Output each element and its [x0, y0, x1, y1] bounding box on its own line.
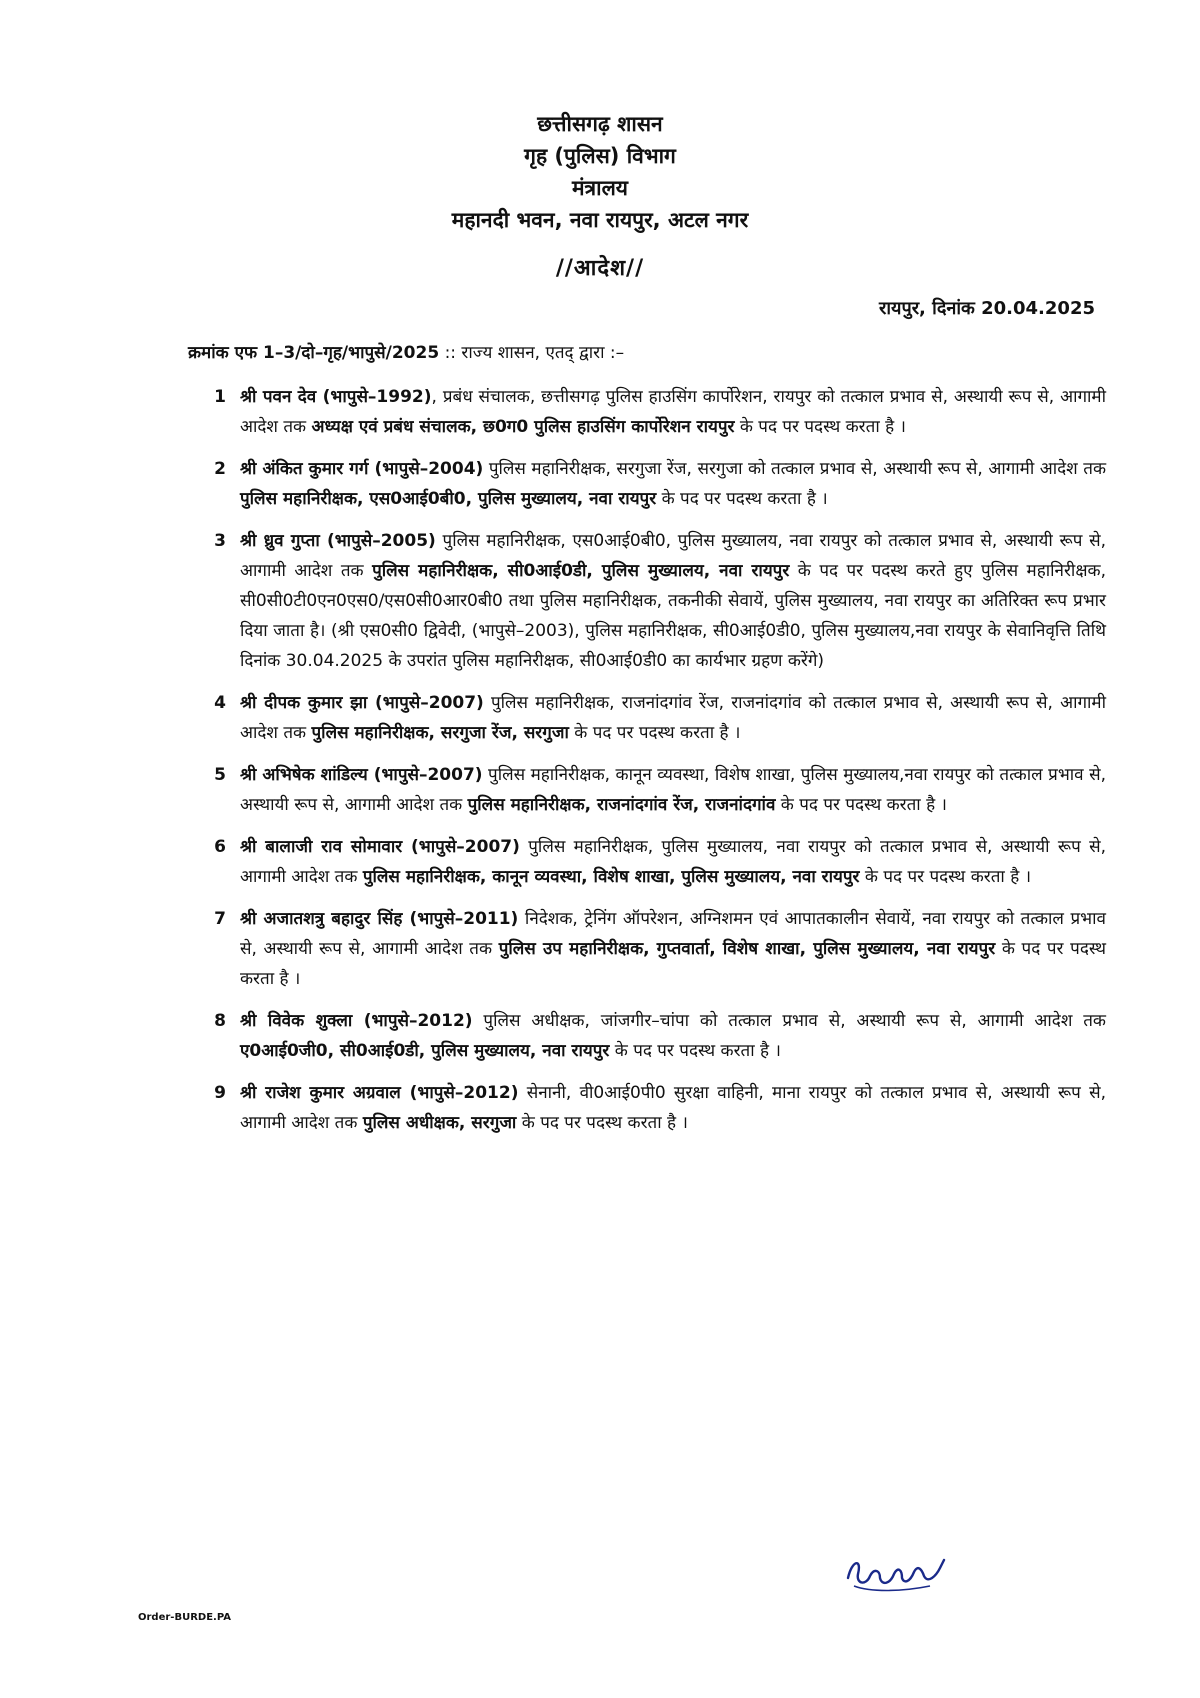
order-item	[186, 1006, 1106, 1066]
new-post: पुलिस महानिरीक्षक, एस0आई0बी0, पुलिस मुख्यालय, नवा रायपुर	[240, 489, 657, 509]
govt-name: छत्तीसगढ़ शासन	[537, 112, 663, 136]
item-number: 8	[214, 1011, 226, 1031]
item-number: 2	[214, 459, 226, 479]
item-number: 5	[214, 765, 226, 785]
officer-name: श्री विवेक शुक्ला (भापुसे–2012)	[240, 1011, 473, 1031]
item-tail: के पद पर पदस्थ करता है ।	[568, 723, 741, 743]
current-post: पुलिस महानिरीक्षक, राजनांदगांव रेंज, राजनांदगांव को तत्काल प्रभाव से, अस्थायी रूप से, आगामी आदेश तक	[240, 693, 1106, 743]
item-tail: के पद पर पदस्थ करता है ।	[516, 1113, 688, 1133]
officer-name: श्री दीपक कुमार झा (भापुसे–2007)	[240, 693, 484, 713]
new-post: पुलिस महानिरीक्षक, राजनांदगांव रेंज, राजनांदगांव	[467, 795, 776, 815]
officer-name: श्री अजातशत्रु बहादुर सिंह (भापुसे–2011)	[240, 909, 519, 929]
item-text	[240, 382, 1106, 442]
item-tail: के पद पर पदस्थ करता है ।	[656, 489, 828, 509]
current-post: पुलिस अधीक्षक, जांजगीर–चांपा को तत्काल प्रभाव से, अस्थायी रूप से, आगामी आदेश तक	[472, 1011, 1106, 1031]
order-item	[186, 688, 1106, 748]
new-post: ए0आई0जी0, सी0आई0डी, पुलिस मुख्यालय, नवा रायपुर	[240, 1041, 610, 1061]
item-number: 4	[214, 693, 226, 713]
item-tail: के पद पर पदस्थ करता है ।	[609, 1041, 781, 1061]
address: महानदी भवन, नवा रायपुर, अटल नगर	[451, 208, 749, 232]
footer-code: Order-BURDE.PA	[138, 1612, 231, 1623]
reference-line	[188, 340, 1108, 363]
current-post: पुलिस महानिरीक्षक, सरगुजा रेंज, सरगुजा को तत्काल प्रभाव से, अस्थायी रूप से, आगामी आदेश तक	[483, 459, 1106, 479]
letterhead	[300, 108, 900, 236]
order-items	[186, 382, 1106, 1150]
order-item	[186, 904, 1106, 994]
item-text	[240, 688, 1106, 748]
department-name: गृह (पुलिस) विभाग	[524, 144, 676, 168]
order-title: //आदेश//	[555, 256, 645, 281]
current-post: पुलिस महानिरीक्षक, एस0आई0बी0, पुलिस मुख्यालय, नवा रायपुर को तत्काल प्रभाव से, अस्थायी रूप से, आगामी आदेश तक	[240, 531, 1107, 581]
current-post: निदेशक, ट्रेनिंग ऑपरेशन, अग्निशमन एवं आपातकालीन सेवायें, नवा रायपुर को तत्काल प्रभाव से, अस्थायी रूप से, आगामी आदेश तक	[240, 909, 1106, 959]
new-post: पुलिस उप महानिरीक्षक, गुप्तवार्ता, विशेष शाखा, पुलिस मुख्यालय, नवा रायपुर	[498, 939, 996, 959]
item-tail: के पद पर पदस्थ करता है ।	[240, 939, 1106, 989]
new-post: पुलिस महानिरीक्षक, कानून व्यवस्था, विशेष शाखा, पुलिस मुख्यालय, नवा रायपुर	[362, 867, 860, 887]
item-text	[240, 454, 1106, 514]
signature	[840, 1540, 960, 1600]
item-text	[240, 904, 1106, 994]
officer-name: श्री राजेश कुमार अग्रवाल (भापुसे–2012)	[240, 1083, 519, 1103]
item-number: 9	[214, 1083, 226, 1103]
item-tail: के पद पर पदस्थ करता है ।	[775, 795, 947, 815]
item-text	[240, 526, 1106, 676]
officer-name: श्री पवन देव (भापुसे–1992)	[240, 387, 432, 407]
officer-name: श्री ध्रुव गुप्ता (भापुसे–2005)	[240, 531, 436, 551]
item-number: 1	[214, 387, 226, 407]
new-post: पुलिस महानिरीक्षक, सरगुजा रेंज, सरगुजा	[311, 723, 569, 743]
new-post: पुलिस महानिरीक्षक, सी0आई0डी, पुलिस मुख्यालय, नवा रायपुर	[372, 561, 790, 581]
new-post: पुलिस अधीक्षक, सरगुजा	[362, 1113, 517, 1133]
officer-name: श्री अंकित कुमार गर्ग (भापुसे–2004)	[240, 459, 484, 479]
order-item	[186, 760, 1106, 820]
item-number: 3	[214, 531, 226, 551]
item-tail: के पद पर पदस्थ करता है ।	[734, 417, 907, 437]
item-tail: के पद पर पदस्थ करता है ।	[859, 867, 1032, 887]
officer-name: श्री अभिषेक शांडिल्य (भापुसे–2007)	[240, 765, 483, 785]
new-post: अध्यक्ष एवं प्रबंध संचालक, छ0ग0 पुलिस हाउसिंग कार्पोरेशन रायपुर	[311, 417, 735, 437]
item-number: 6	[214, 837, 226, 857]
current-post: सेनानी, वी0आई0पी0 सुरक्षा वाहिनी, माना रायपुर को तत्काल प्रभाव से, अस्थायी रूप से, आगामी आदेश तक	[240, 1083, 1106, 1133]
order-item	[186, 382, 1106, 442]
order-item	[186, 526, 1106, 676]
order-item	[186, 1078, 1106, 1138]
current-post: पुलिस महानिरीक्षक, कानून व्यवस्था, विशेष शाखा, पुलिस मुख्यालय,नवा रायपुर को तत्काल प्रभाव से, अस्थायी रूप से, आगामी आदेश तक	[240, 765, 1106, 815]
item-text	[240, 1006, 1106, 1066]
order-item	[186, 832, 1106, 892]
current-post: पुलिस महानिरीक्षक, पुलिस मुख्यालय, नवा रायपुर को तत्काल प्रभाव से, अस्थायी रूप से, आगामी आदेश तक	[240, 837, 1106, 887]
item-text	[240, 832, 1106, 892]
officer-name: श्री बालाजी राव सोमावार (भापुसे–2007)	[240, 837, 520, 857]
reference-number: क्रमांक एफ 1–3/दो–गृह/भापुसे/2025	[188, 343, 440, 363]
order-date: रायपुर, दिनांक 20.04.2025	[879, 298, 1095, 319]
order-item	[186, 454, 1106, 514]
item-number: 7	[214, 909, 226, 929]
reference-text: :: राज्य शासन, एतद् द्वारा :–	[444, 343, 625, 363]
item-text	[240, 1078, 1106, 1138]
current-post: , प्रबंध संचालक, छत्तीसगढ़ पुलिस हाउसिंग कार्पोरेशन, रायपुर को तत्काल प्रभाव से, अस्थायी रूप से, आगामी आदेश तक	[240, 387, 1106, 437]
ministry-name: मंत्रालय	[571, 176, 628, 200]
item-text	[240, 760, 1106, 820]
item-tail: के पद पर पदस्थ करते हुए पुलिस महानिरीक्षक, सी0सी0टी0एन0एस0/एस0सी0आर0बी0 तथा पुलिस महानिरीक्षक, तकनीकी सेवायें, पुलिस मुख्यालय, नवा रायपुर का अतिरिक्त रूप प्रभार दिया जाता है। (श्री एस0सी0 द्विवेदी, (भापुसे–2003), पुलिस महानिरीक्षक, सी0आई0डी0, पुलिस मुख्यालय,नवा रायपुर के सेवानिवृत्ति तिथि दिनांक 30.04.2025 के उपरांत पुलिस महानिरीक्षक, सी0आई0डी0 का कार्यभार ग्रहण करेंगे)	[240, 561, 1106, 671]
